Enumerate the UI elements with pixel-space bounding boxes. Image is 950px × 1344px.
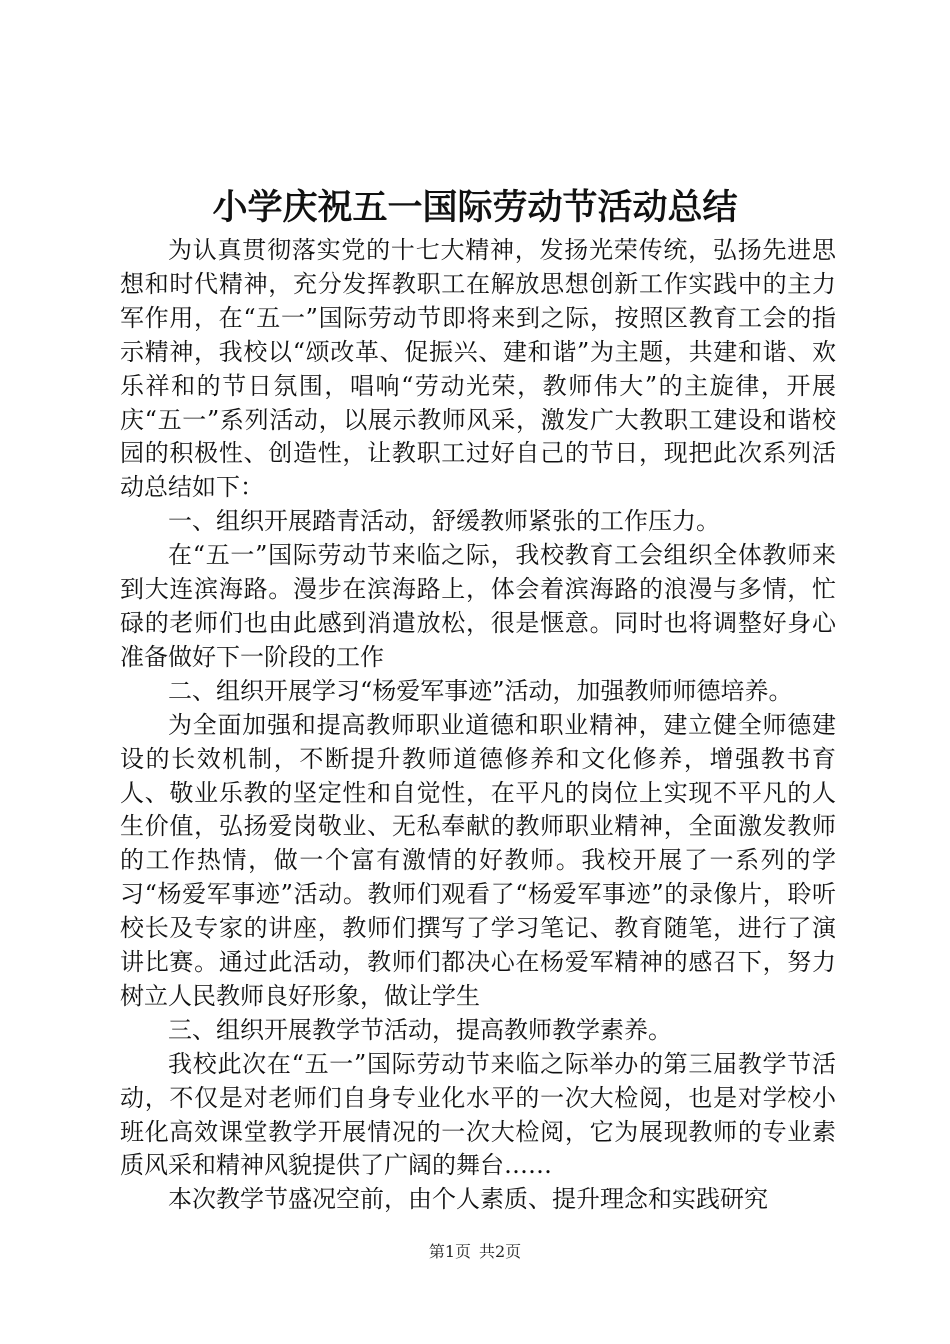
- page-number-total: 共2页: [479, 1242, 522, 1261]
- document-title: 小学庆祝五一国际劳动节活动总结: [212, 187, 738, 228]
- document-body: [120, 234, 836, 1217]
- paragraph-section-1: 在“五一”国际劳动节来临之际，我校教育工会组织全体教师来到大连滨海路。漫步在滨海路上，体会着滨海路的浪漫与多情，忙碌的老师们也由此感到消遣放松，很是惬意。同时也将调整好身心准备做好下一阶段的工作: [120, 541, 836, 671]
- paragraph-section-2: 为全面加强和提高教师职业道德和职业精神，建立健全师德建设的长效机制，不断提升教师道德修养和文化修养，增强教书育人、敬业乐教的坚定性和自觉性，在平凡的岗位上实现不平凡的人生价值，弘扬爱岗敬业、无私奉献的教师职业精神，全面激发教师的工作热情，做一个富有激情的好教师。我校开展了一系列的学习“杨爱军事迹”活动。教师们观看了“杨爱军事迹”的录像片，聆听校长及专家的讲座，教师们撰写了学习笔记、教育随笔，进行了演讲比赛。通过此活动，教师们都决心在杨爱军精神的感召下，努力树立人民教师良好形象，做让学生: [120, 710, 836, 1010]
- paragraph-section-3: 我校此次在“五一”国际劳动节来临之际举办的第三届教学节活动，不仅是对老师们自身专业化水平的一次大检阅，也是对学校小班化高效课堂教学开展情况的一次大检阅，它为展现教师的专业素质风采和精神风貌提供了广阔的舞台……: [120, 1049, 836, 1180]
- page-number-current: 第1页: [428, 1242, 471, 1261]
- paragraph-section-3-continued: 本次教学节盛况空前，由个人素质、提升理念和实践研究: [168, 1185, 768, 1214]
- page-footer: [0, 1241, 950, 1263]
- section-heading-1: 一、组织开展踏青活动，舒缓教师紧张的工作压力。: [168, 507, 720, 536]
- paragraph-intro: 为认真贯彻落实党的十七大精神，发扬光荣传统，弘扬先进思想和时代精神，充分发挥教职工在解放思想创新工作实践中的主力军作用，在“五一”国际劳动节即将来到之际，按照区教育工会的指示精神，我校以“颂改革、促振兴、建和谐”为主题，共建和谐、欢乐祥和的节日氛围，唱响“劳动光荣，教师伟大”的主旋律，开展庆“五一”系列活动，以展示教师风采，激发广大教职工建设和谐校园的积极性、创造性，让教职工过好自己的节日，现把此次系列活动总结如下：: [120, 236, 836, 502]
- section-heading-2: 二、组织开展学习“杨爱军事迹”活动，加强教师师德培养。: [168, 676, 793, 705]
- section-heading-3: 三、组织开展教学节活动，提高教师教学素养。: [168, 1015, 672, 1044]
